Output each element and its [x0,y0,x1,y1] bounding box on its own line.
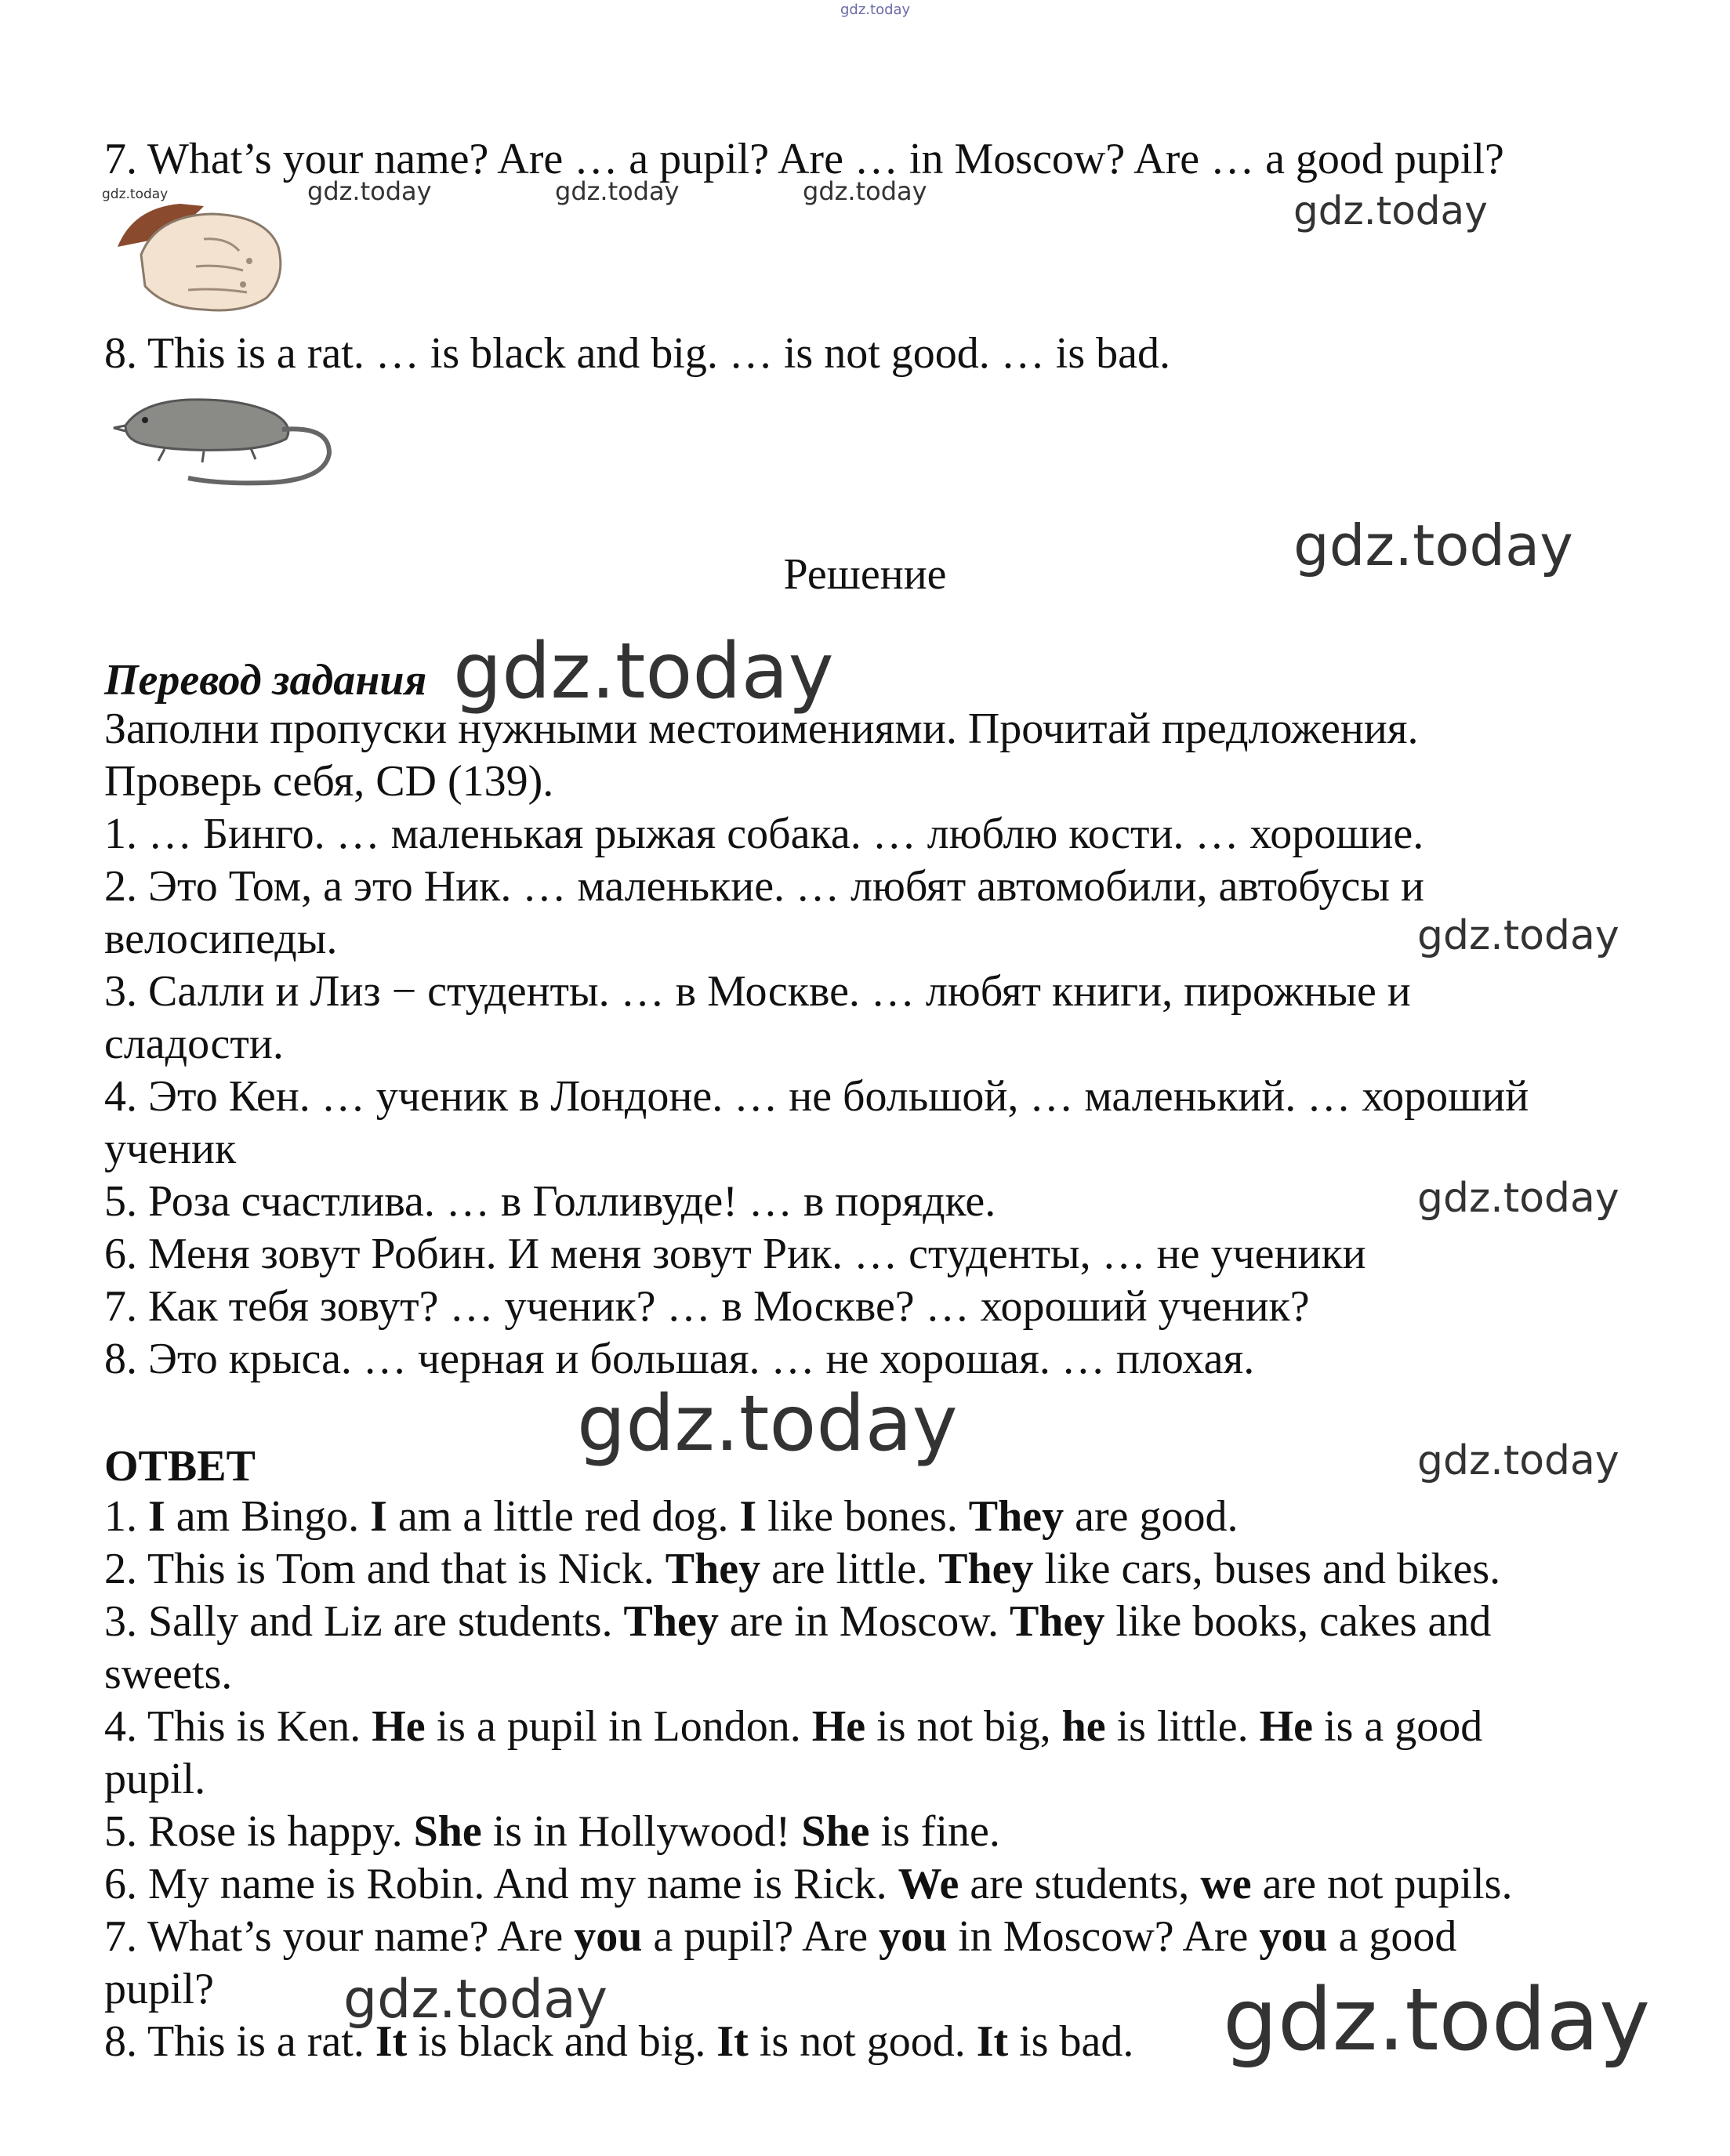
answer-pronoun: I [370,1492,387,1541]
answer-line [104,1858,1512,1910]
answer-line [104,1701,1482,1752]
answer-text: 2. This is Tom and that is Nick. [104,1545,666,1593]
translation-line: Проверь себя, CD (139). [104,757,554,806]
watermark: gdz.today [343,1969,607,2031]
exercise-question-8: 8. This is a rat. … is black and big. … is not good. … is bad. [104,329,1170,378]
answer-pronoun: I [148,1492,165,1541]
answer-pronoun: He [372,1702,426,1751]
translation-line: велосипеды. [104,915,338,963]
translation-line: Заполни пропуски нужными местоимениями. Прочитай предложения. [104,705,1419,753]
answer-text: is not big, [865,1702,1062,1751]
answer-pronoun: I [739,1492,757,1541]
answer-pronoun: It [375,2017,408,2066]
watermark: gdz.today [1293,188,1488,234]
answer-text: are not pupils. [1251,1860,1513,1908]
answer-line [104,1543,1500,1595]
watermark: gdz.today [1417,1437,1619,1484]
answer-line [104,2016,1133,2067]
answer-pronoun: They [1010,1597,1105,1646]
answer-pronoun: he [1061,1702,1106,1751]
watermark: gdz.today [102,187,169,202]
answer-text: is little. [1105,1702,1260,1751]
answer-text: 1. [104,1492,148,1541]
answer-pronoun: you [879,1912,948,1961]
watermark: gdz.today [1417,1175,1619,1222]
answer-text: like books, cakes and [1104,1597,1492,1646]
answer-line [104,1753,205,1805]
translation-line: 2. Это Том, а это Ник. … маленькие. … любят автомобили, автобусы и [104,862,1424,911]
answer-pronoun: They [623,1597,719,1646]
watermark: gdz.today [453,627,834,716]
translation-line: сладости. [104,1020,284,1068]
answer-line [104,1963,214,2015]
answer-text: pupil. [104,1755,206,1803]
answer-pronoun: They [968,1492,1064,1541]
answer-text: are little. [760,1545,939,1593]
answer-pronoun: you [574,1912,643,1961]
exercise-question-7: 7. What’s your name? Are … a pupil? Are … in Moscow? Are … a good pupil? [104,135,1504,183]
answer-text: 3. Sally and Liz are students. [104,1597,624,1646]
answer-text: is fine. [869,1807,1000,1856]
watermark: gdz.today [1417,912,1619,959]
translation-line: ученик [104,1125,237,1173]
answer-pronoun: They [665,1545,761,1593]
answer-line [104,1648,232,1700]
answer-line [104,1596,1491,1647]
watermark: gdz.today [1223,1969,1651,2070]
watermark-top: gdz.today [840,2,911,18]
watermark: gdz.today [577,1379,958,1469]
hand-pointing-picture [110,192,298,317]
answer-text: 4. This is Ken. [104,1702,372,1751]
watermark: gdz.today [307,176,432,206]
answer-pronoun: She [801,1807,870,1856]
answer-pronoun: we [1200,1860,1252,1908]
answer-text: are students, [959,1860,1201,1908]
answer-line [104,1491,1238,1542]
answer-text: are in Moscow. [718,1597,1010,1646]
solution-title: Решение [783,550,947,599]
translation-line: 7. Как тебя зовут? … ученик? … в Москве? … хороший ученик? [104,1282,1310,1331]
answer-pronoun: She [413,1807,482,1856]
answer-heading: ОТВЕТ [104,1442,256,1491]
translation-line: 3. Салли и Лиз − студенты. … в Москве. … любят книги, пирожные и [104,967,1411,1016]
translation-line: 1. … Бинго. … маленькая рыжая собака. … люблю кости. … хорошие. [104,810,1424,858]
watermark: gdz.today [555,176,680,206]
answer-text: am Bingo. [165,1492,371,1541]
answer-text: in Moscow? Are [947,1912,1260,1961]
answer-text: 5. Rose is happy. [104,1807,414,1856]
answer-text: is a good [1313,1702,1483,1751]
answer-text: 6. My name is Robin. And my name is Rick. [104,1860,898,1908]
translation-line: 4. Это Кен. … ученик в Лондоне. … не большой, … маленький. … хороший [104,1072,1529,1121]
translation-heading: Перевод задания [104,656,427,705]
translation-line: 5. Роза счастлива. … в Голливуде! … в порядке. [104,1177,996,1226]
rat-picture [110,382,345,492]
answer-text: is black and big. [407,2017,717,2066]
answer-pronoun: It [716,2017,749,2066]
answer-text: 8. This is a rat. [104,2017,375,2066]
watermark: gdz.today [803,176,927,206]
watermark: gdz.today [1293,513,1573,578]
answer-pronoun: you [1259,1912,1328,1961]
answer-pronoun: They [938,1545,1034,1593]
answer-text: like bones. [756,1492,969,1541]
answer-text: is bad. [1008,2017,1134,2066]
answer-text: is not good. [748,2017,977,2066]
answer-pronoun: It [976,2017,1009,2066]
answer-text: are good. [1064,1492,1239,1541]
answer-text: am a little red dog. [386,1492,740,1541]
translation-line: 6. Меня зовут Робин. И меня зовут Рик. … студенты, … не ученики [104,1230,1366,1278]
answer-text: like cars, buses and bikes. [1033,1545,1501,1593]
translation-line: 8. Это крыса. … черная и большая. … не хорошая. … плохая. [104,1335,1255,1383]
answer-line [104,1806,1000,1857]
answer-line [104,1911,1456,1962]
answer-text: a pupil? Are [642,1912,880,1961]
answer-text: pupil? [104,1965,214,2013]
answer-text: is a pupil in London. [425,1702,812,1751]
answer-pronoun: He [811,1702,866,1751]
answer-text: 7. What’s your name? Are [104,1912,575,1961]
answer-pronoun: We [898,1860,959,1908]
answer-pronoun: He [1259,1702,1314,1751]
answer-text: is in Hollywood! [481,1807,802,1856]
answer-text: sweets. [104,1650,233,1698]
answer-text: a good [1327,1912,1457,1961]
